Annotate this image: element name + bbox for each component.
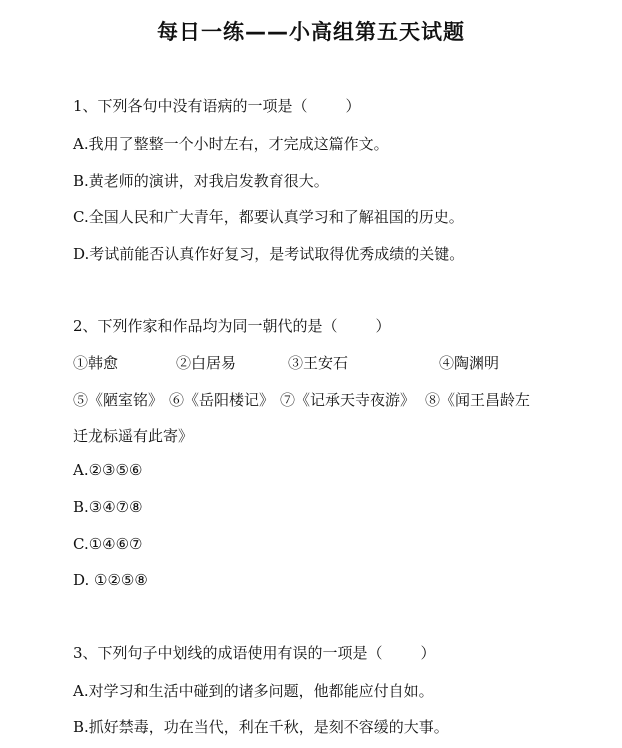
question-3-option-a: A.对学习和生活中碰到的诸多问题，他都能应付自如。	[73, 682, 434, 700]
question-2-option-b: B.③④⑦⑧	[73, 498, 143, 516]
question-2-poets	[73, 352, 499, 373]
question-1-option-b: B.黄老师的演讲，对我启发教育很大。	[73, 172, 329, 190]
question-3-stem-close: ）	[420, 644, 436, 662]
page-title: 每日一练——小高组第五天试题	[157, 20, 465, 44]
question-2-stem-text: 2、下列作家和作品均为同一朝代的是（	[73, 317, 338, 335]
work-item: ⑤《陋室铭》	[73, 391, 164, 409]
question-1-option-a: A.我用了整整一个小时左右，才完成这篇作文。	[73, 135, 389, 153]
question-2-works	[73, 389, 530, 410]
question-3-stem-text: 3、下列句子中划线的成语使用有误的一项是（	[73, 644, 383, 662]
question-2-stem	[73, 315, 391, 336]
question-1-stem-close: ）	[345, 97, 361, 115]
question-2-option-d: D. ①②⑤⑧	[73, 571, 148, 589]
question-2-works-continued: 迁龙标遥有此寄》	[73, 427, 194, 445]
question-2-option-c: C.①④⑥⑦	[73, 535, 143, 553]
question-2-option-a: A.②③⑤⑥	[73, 461, 143, 479]
question-2-stem-close: ）	[375, 317, 391, 335]
question-1-stem	[73, 95, 361, 116]
question-1-stem-text: 1、下列各句中没有语病的一项是（	[73, 97, 308, 115]
work-item: ⑥《岳阳楼记》	[169, 391, 275, 409]
work-item: ⑦《记承天寺夜游》	[280, 391, 416, 409]
question-1-option-c: C.全国人民和广大青年，都要认真学习和了解祖国的历史。	[73, 208, 464, 226]
poet-item: ①韩愈	[73, 354, 119, 372]
question-3-option-b: B.抓好禁毒，功在当代，利在千秋，是刻不容缓的大事。	[73, 718, 449, 736]
work-item: ⑧《闻王昌龄左	[425, 391, 531, 409]
poet-item: ④陶渊明	[439, 354, 500, 372]
poet-item: ②白居易	[176, 354, 237, 372]
question-3-stem	[73, 642, 436, 663]
question-1-option-d: D.考试前能否认真作好复习，是考试取得优秀成绩的关键。	[73, 245, 465, 263]
poet-item: ③王安石	[288, 354, 349, 372]
